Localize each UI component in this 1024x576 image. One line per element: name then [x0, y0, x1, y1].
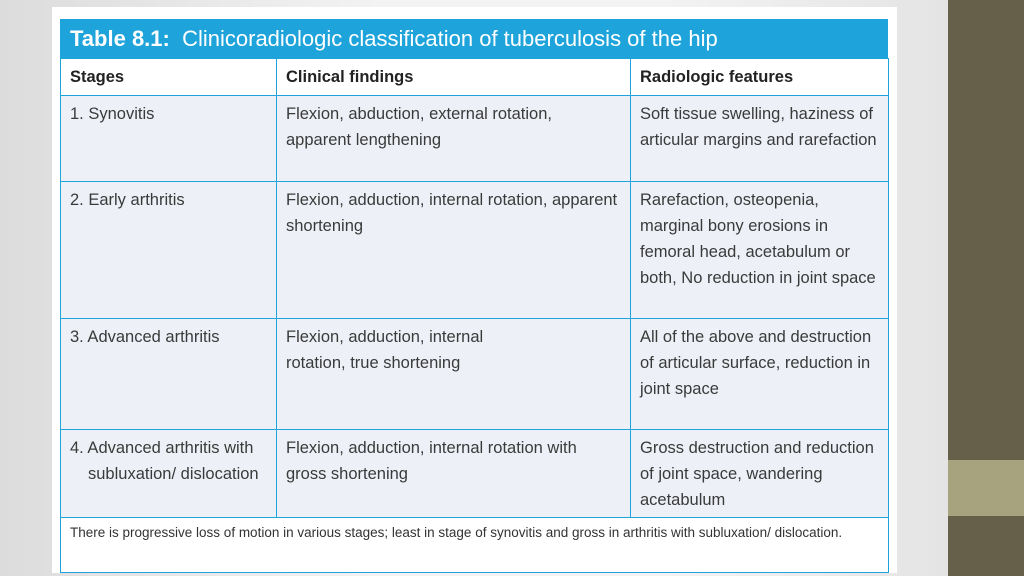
- classification-table: [60, 58, 889, 573]
- stage-cell: 2. Early arthritis: [61, 182, 277, 319]
- clinical-cell: Flexion, abduction, external rotation, apparent lengthening: [277, 96, 631, 182]
- header-stages: Stages: [61, 59, 277, 96]
- stage-cell: [61, 430, 277, 518]
- radiologic-cell: Soft tissue swelling, haziness of articular margins and rarefaction: [631, 96, 889, 182]
- table-title-text: Clinicoradiologic classification of tuberculosis of the hip: [182, 26, 718, 51]
- radiologic-cell: Rarefaction, osteopenia, marginal bony erosions in femoral head, acetabulum or both, No reduction in joint space: [631, 182, 889, 319]
- clinical-cell: Flexion, adduction, internal rotation, apparent shortening: [277, 182, 631, 319]
- clinical-cell: Flexion, adduction, internal rotation, true shortening: [277, 319, 631, 430]
- stage-cell: 3. Advanced arthritis: [61, 319, 277, 430]
- table-row: [61, 96, 889, 182]
- stage-cell: 1. Synovitis: [61, 96, 277, 182]
- clinical-cell: Flexion, adduction, internal rotation with gross shortening: [277, 430, 631, 518]
- table-title: [60, 19, 888, 59]
- table-title-label: Table 8.1:: [70, 26, 170, 51]
- table-row: [61, 319, 889, 430]
- table-card: [52, 7, 897, 573]
- table-row: [61, 182, 889, 319]
- side-decor-accent: [948, 460, 1024, 516]
- radiologic-cell: Gross destruction and reduction of joint space, wandering acetabulum: [631, 430, 889, 518]
- header-radiologic-features: Radiologic features: [631, 59, 889, 96]
- footnote-row: [61, 518, 889, 573]
- table-footnote: There is progressive loss of motion in various stages; least in stage of synovitis and gross in arthritis with subluxation/ dislocation.: [61, 518, 889, 573]
- header-row: [61, 59, 889, 96]
- header-clinical-findings: Clinical findings: [277, 59, 631, 96]
- table-row: [61, 430, 889, 518]
- stage-text: 4. Advanced arthritis with subluxation/ dislocation: [70, 439, 259, 483]
- radiologic-cell: All of the above and destruction of articular surface, reduction in joint space: [631, 319, 889, 430]
